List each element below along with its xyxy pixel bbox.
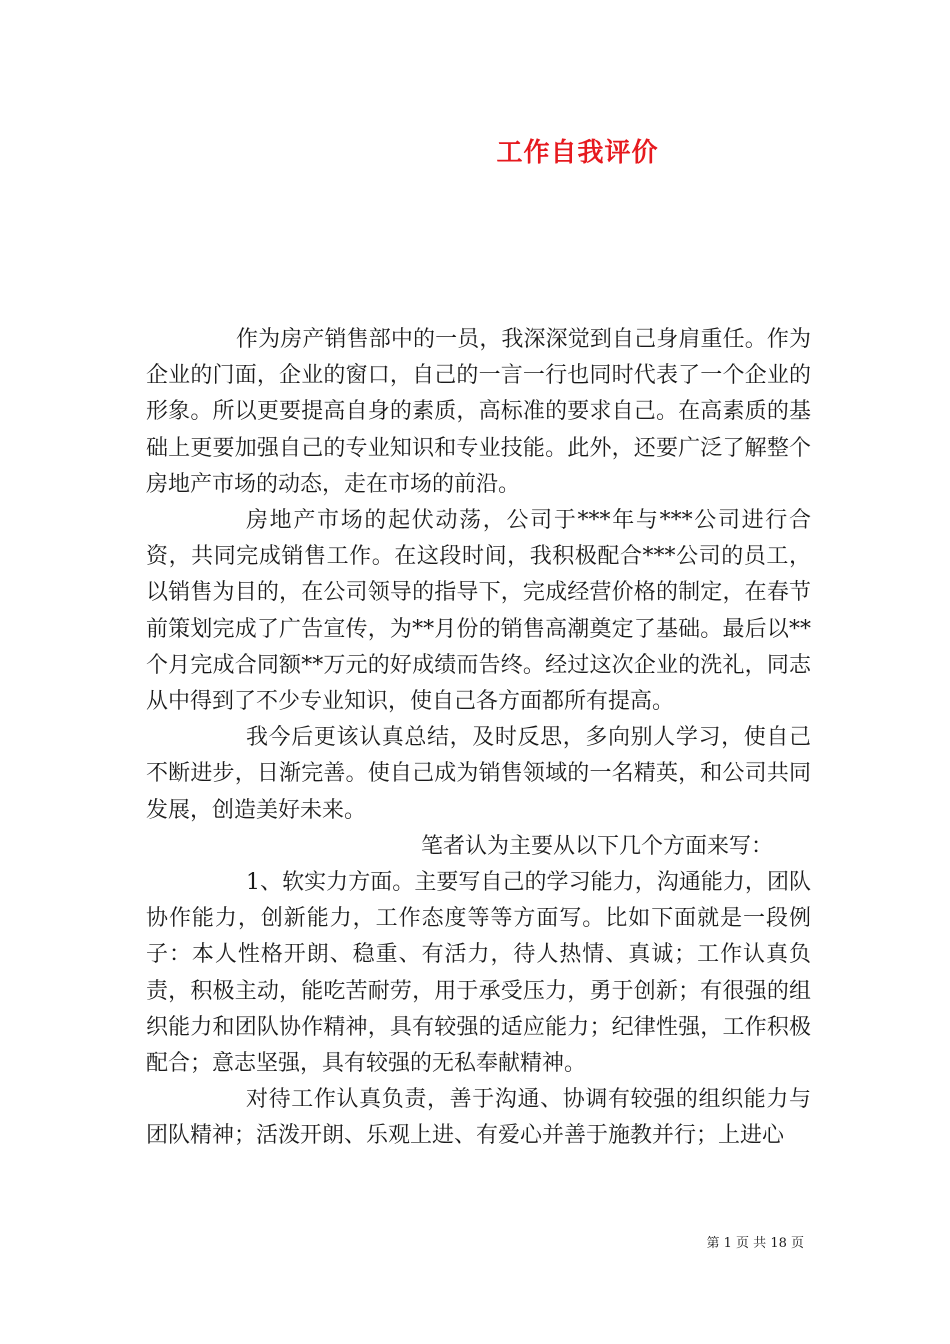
paragraph-3: 我今后更该认真总结，及时反思，多向别人学习，使自己不断进步，日渐完善。使自己成为销售领域的一名精英，和公司共同发展，创造美好未来。 [146,725,811,823]
page-footer: 第 1 页 共 18 页 [706,1236,804,1251]
document-body [146,322,811,1155]
document-title: 工作自我评价 [496,138,659,168]
paragraph-2: 房地产市场的起伏动荡，公司于***年与***公司进行合资，共同完成销售工作。在这段时间，我积极配合***公司的员工，以销售为目的，在公司领导的指导下，完成经营价格的制定，在春节前策划完成了广告宣传，为**月份的销售高潮奠定了基础。最后以**个月完成合同额**万元的好成绩而告终。经过这次企业的洗礼，同志从中得到了不少专业知识，使自己各方面都所有提高。 [146,508,811,715]
paragraph-4: 笔者认为主要从以下几个方面来写： [421,833,774,859]
paragraph-1: 作为房产销售部中的一员，我深深觉到自己身肩重任。作为企业的门面，企业的窗口，自己的一言一行也同时代表了一个企业的形象。所以更要提高自身的素质，高标准的要求自己。在高素质的基础上更要加强自己的专业知识和专业技能。此外，还要广泛了解整个房地产市场的动态，走在市场的前沿。 [146,327,811,497]
paragraph-5: 1、软实力方面。主要写自己的学习能力，沟通能力，团队协作能力，创新能力，工作态度等等方面写。比如下面就是一段例子：本人性格开朗、稳重、有活力，待人热情、真诚；工作认真负责，积极主动，能吃苦耐劳，用于承受压力，勇于创新；有很强的组织能力和团队协作精神，具有较强的适应能力；纪律性强，工作积极配合；意志坚强，具有较强的无私奉献精神。 [146,870,811,1077]
paragraph-6: 对待工作认真负责，善于沟通、协调有较强的组织能力与团队精神；活泼开朗、乐观上进、有爱心并善于施教并行；上进心 [146,1087,811,1149]
